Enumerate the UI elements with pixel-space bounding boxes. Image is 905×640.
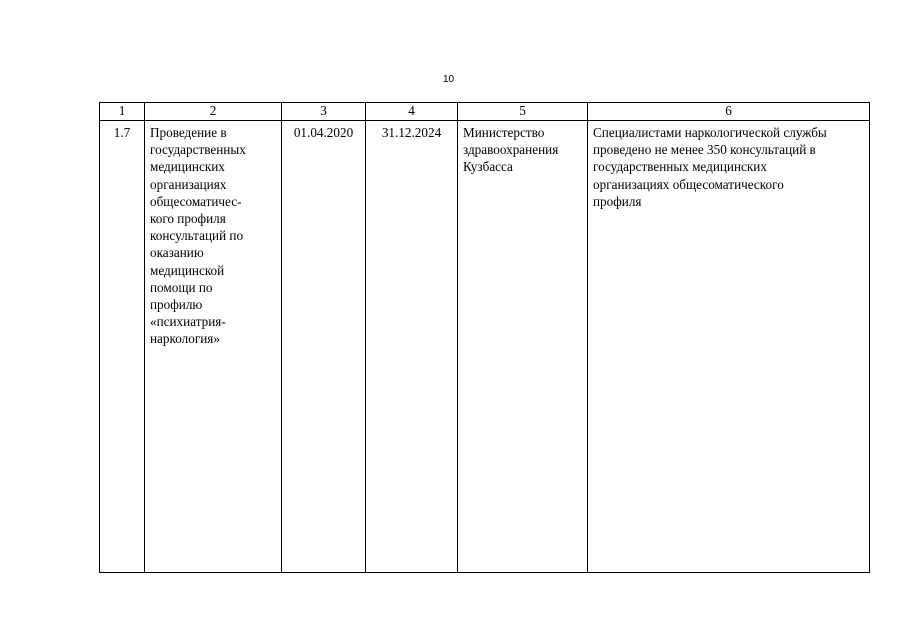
header-cell-2: 2: [145, 103, 282, 121]
table-row: [100, 121, 870, 573]
activity-text: Проведение в государственных медицинских организациях общесоматичес- кого профиля консультаций по оказанию медицинской помощи по профилю «психиатрия- наркология»: [150, 125, 246, 347]
end-date: 31.12.2024: [381, 125, 442, 140]
end-date-cell: [366, 121, 458, 573]
page-number: 10: [442, 74, 455, 85]
result-cell: [588, 121, 870, 573]
header-cell-4: 4: [366, 103, 458, 121]
executor-text: Министерство здравоохранения Кузбасса: [463, 125, 559, 175]
activities-table: [99, 102, 870, 573]
row-number-cell: [100, 121, 145, 573]
table-header-row: [100, 103, 870, 121]
result-text: Специалистами наркологической службы проведено не менее 350 консультаций в государственных медицинских организациях общесоматического профиля: [593, 125, 827, 209]
header-cell-6: 6: [588, 103, 870, 121]
executor-cell: [458, 121, 588, 573]
row-number: 1.7: [113, 125, 131, 140]
start-date-cell: [282, 121, 366, 573]
header-cell-1: 1: [100, 103, 145, 121]
start-date: 01.04.2020: [293, 125, 354, 140]
activity-cell: [145, 121, 282, 573]
header-cell-3: 3: [282, 103, 366, 121]
header-cell-5: 5: [458, 103, 588, 121]
